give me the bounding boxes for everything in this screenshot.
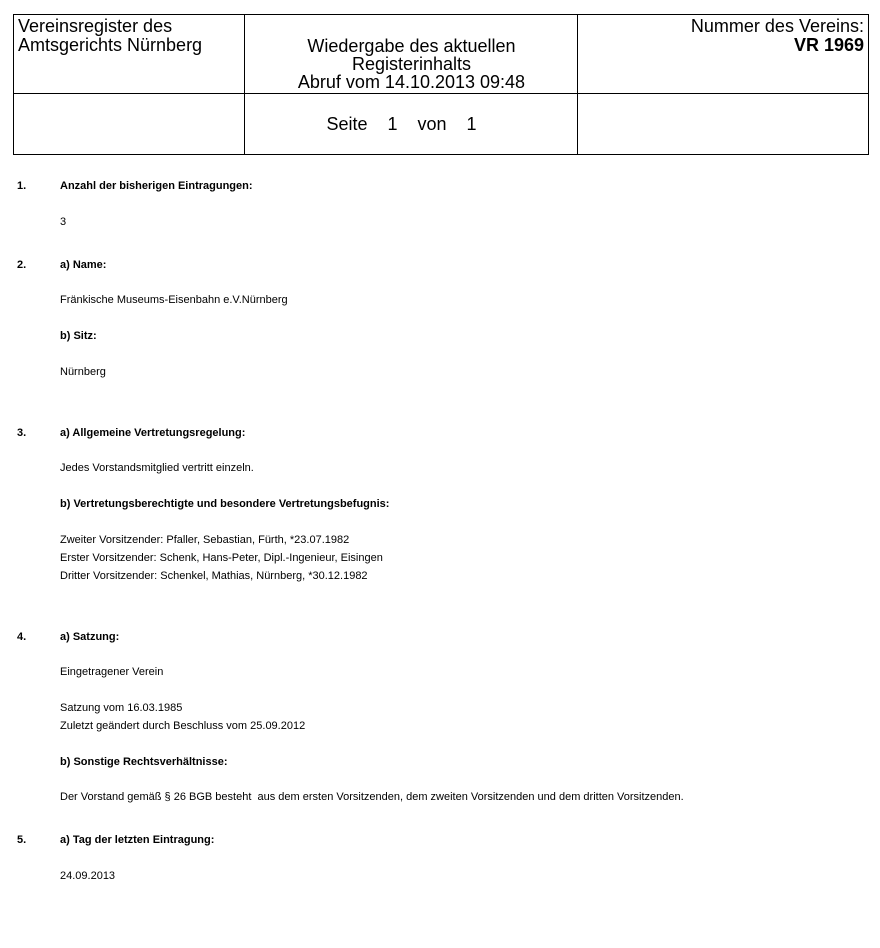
court-name: Vereinsregister des Amtsgerichts Nürnberg <box>18 16 203 55</box>
section-label: b) Sonstige Rechtsverhältnisse: <box>60 756 228 768</box>
section-number: 2. <box>17 259 27 271</box>
representative-line: Erster Vorsitzender: Schenk, Hans-Peter, Dipl.-Ingenieur, Eisingen <box>60 552 383 564</box>
section-value: Eingetragener Verein <box>60 666 164 678</box>
section-label: b) Vertretungsberechtigte und besondere Vertretungsbefugnis: <box>60 498 390 510</box>
section-label: a) Allgemeine Vertretungsregelung: <box>60 427 246 439</box>
association-number-value: VR 1969 <box>793 35 864 55</box>
representative-line: Dritter Vorsitzender: Schenkel, Mathias, Nürnberg, *30.12.1982 <box>60 570 368 582</box>
section-value: 24.09.2013 <box>60 870 116 882</box>
section-number: 3. <box>17 427 27 439</box>
section-label: a) Name: <box>60 259 107 271</box>
statute-line: Zuletzt geändert durch Beschluss vom 25.09.2012 <box>60 720 306 732</box>
section-value: Fränkische Museums-Eisenbahn e.V.Nürnberg <box>60 294 288 306</box>
section-value: Der Vorstand gemäß § 26 BGB besteht aus dem ersten Vorsitzenden, dem zweiten Vorsitzenden und dem dritten Vorsitzenden. <box>60 791 684 803</box>
section-label: a) Satzung: <box>60 631 120 643</box>
section-value: Nürnberg <box>60 366 106 378</box>
document-title: Wiedergabe des aktuellen Registerinhalts Abruf vom 14.10.2013 09:48 <box>297 36 526 92</box>
register-header-table <box>13 14 869 155</box>
section-value: Jedes Vorstandsmitglied vertritt einzeln. <box>60 462 254 474</box>
representative-line: Zweiter Vorsitzender: Pfaller, Sebastian, Fürth, *23.07.1982 <box>60 534 350 546</box>
statute-line: Satzung vom 16.03.1985 <box>60 702 183 714</box>
section-label: b) Sitz: <box>60 330 97 342</box>
header-divider <box>14 93 868 94</box>
section-value: 3 <box>60 216 67 228</box>
section-number: 1. <box>17 180 27 192</box>
section-label: Anzahl der bisherigen Eintragungen: <box>60 180 253 192</box>
section-label: a) Tag der letzten Eintragung: <box>60 834 215 846</box>
association-number: Nummer des Vereins: VR 1969 <box>690 16 864 55</box>
section-number: 5. <box>17 834 27 846</box>
page-indicator: Seite 1 von 1 <box>326 114 477 134</box>
section-number: 4. <box>17 631 27 643</box>
